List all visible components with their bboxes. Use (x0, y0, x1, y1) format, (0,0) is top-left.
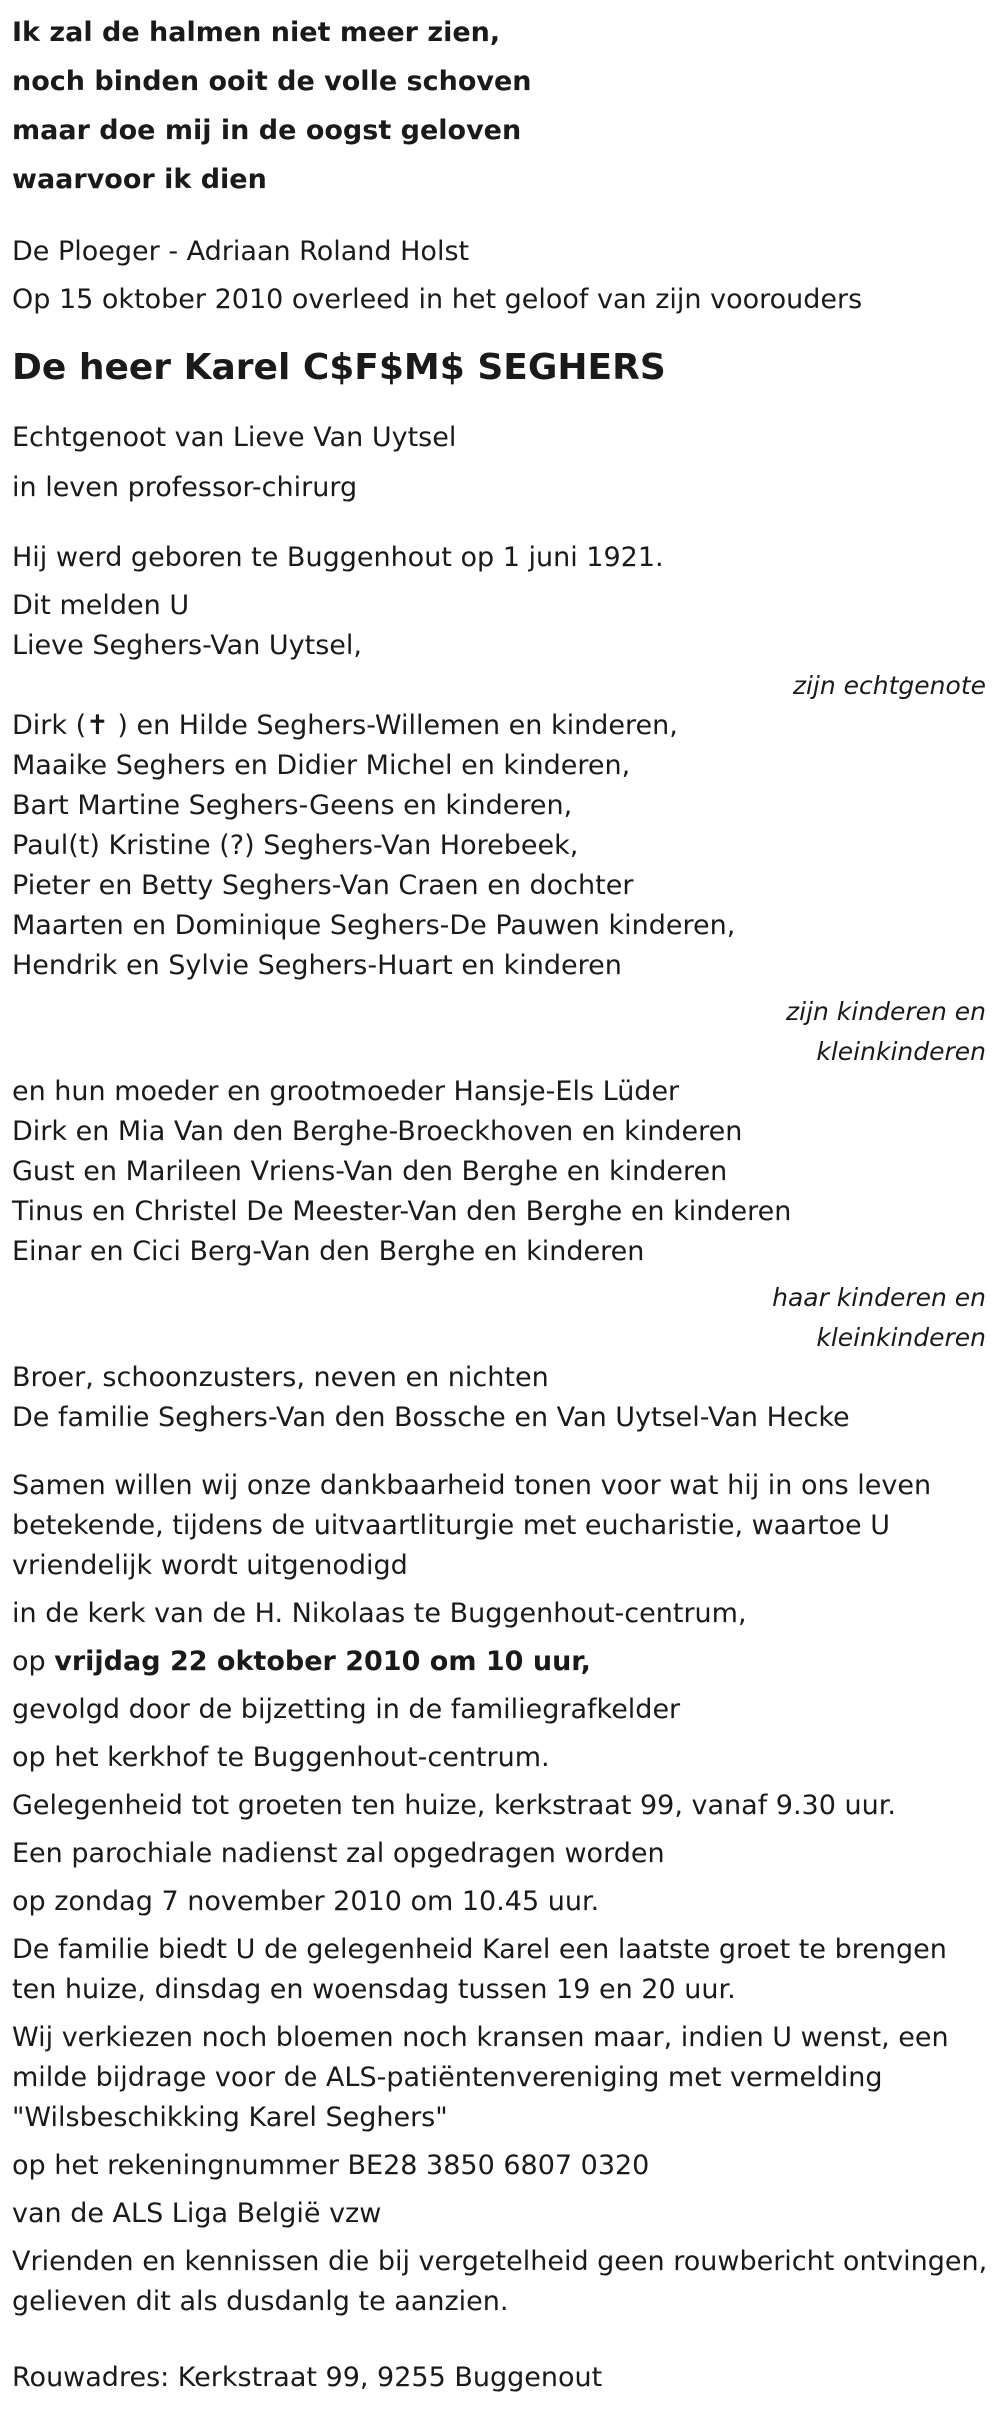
children-role-line-1: zijn kinderen en (786, 997, 986, 1026)
child-line: Pieter en Betty Seghers-Van Craen en dochter (12, 870, 634, 901)
child-line: Maaike Seghers en Didier Michel en kinderen, (12, 750, 631, 781)
child-line: Dirk (✝ ) en Hilde Seghers-Willemen en kinderen, (12, 710, 678, 741)
funeral-date-prefix: op (12, 1646, 55, 1677)
burial-line-2: op het kerkhof te Buggenhout-centrum. (12, 1742, 550, 1773)
birth-line: Hij werd geboren te Buggenhout op 1 juni 1921. (12, 542, 664, 573)
poem-line-1: Ik zal de halmen niet meer zien, (12, 17, 501, 48)
poem-attribution: De Ploeger - Adriaan Roland Holst (12, 236, 470, 267)
account-line: op het rekeningnummer BE28 3850 6807 0320 (12, 2150, 650, 2181)
beneficiary-line: van de ALS Liga België vzw (12, 2198, 382, 2229)
stepfamily-role-line-2: kleinkinderen (816, 1323, 986, 1352)
poem-line-4: waarvoor ik dien (12, 164, 267, 195)
funeral-date-line (12, 1642, 988, 1682)
notice-text: Vrienden en kennissen die bij vergetelheid geen rouwbericht ontvingen, gelieven dit als dusdanlg te aanzien. (12, 2246, 988, 2317)
burial-line-1: gevolgd door de bijzetting in de familiegrafkelder (12, 1694, 681, 1725)
child-line: Hendrik en Sylvie Seghers-Huart en kinderen (12, 950, 622, 981)
stepfamily-role-line-1: haar kinderen en (772, 1283, 986, 1312)
deceased-name: De heer Karel C$F$M$ SEGHERS (12, 347, 666, 388)
spouse-line: Echtgenoot van Lieve Van Uytsel (12, 422, 457, 453)
child-line: Maarten en Dominique Seghers-De Pauwen kinderen, (12, 910, 736, 941)
greeting-line: Gelegenheid tot groeten ten huize, kerkstraat 99, vanaf 9.30 uur. (12, 1790, 896, 1821)
poem (12, 8, 988, 204)
mass-line-1: Een parochiale nadienst zal opgedragen worden (12, 1838, 665, 1869)
mass-line-2: op zondag 7 november 2010 om 10.45 uur. (12, 1886, 600, 1917)
funeral-date: vrijdag 22 oktober 2010 om 10 uur, (54, 1646, 591, 1677)
family-line: De familie Seghers-Van den Bossche en Van Uytsel-Van Hecke (12, 1402, 850, 1433)
children-role-line-2: kleinkinderen (816, 1037, 986, 1066)
stepfamily-line: Gust en Marileen Vriens-Van den Berghe en kinderen (12, 1156, 728, 1187)
children-group (12, 706, 988, 986)
poem-line-3: maar doe mij in de oogst geloven (12, 115, 522, 146)
stepfamily-group (12, 1072, 988, 1272)
mourning-address: Rouwadres: Kerkstraat 99, 9255 Buggenout (12, 2362, 603, 2393)
profession-line: in leven professor-chirurg (12, 472, 358, 503)
poem-line-2: noch binden ooit de volle schoven (12, 66, 532, 97)
death-line: Op 15 oktober 2010 overleed in het geloof van zijn voorouders (12, 284, 863, 315)
stepfamily-line: Dirk en Mia Van den Berghe-Broeckhoven en kinderen (12, 1116, 743, 1147)
stepfamily-line: Tinus en Christel De Meester-Van den Berghe en kinderen (12, 1196, 792, 1227)
church-line: in de kerk van de H. Nikolaas te Buggenhout-centrum, (12, 1598, 747, 1629)
farewell-text: De familie biedt U de gelegenheid Karel een laatste groet te brengen ten huize, dinsdag en woensdag tussen 19 en 20 uur. (12, 1934, 947, 2005)
stepfamily-line: Einar en Cici Berg-Van den Berghe en kinderen (12, 1236, 645, 1267)
child-line: Paul(t) Kristine (?) Seghers-Van Horebeek, (12, 830, 579, 861)
spouse-role: zijn echtgenote (792, 671, 986, 700)
child-line: Bart Martine Seghers-Geens en kinderen, (12, 790, 573, 821)
spouse-announcer: Lieve Seghers-Van Uytsel, (12, 630, 362, 661)
invitation-text: Samen willen wij onze dankbaarheid tonen voor wat hij in ons leven betekende, tijdens de uitvaartliturgie met eucharistie, waartoe U vriendelijk wordt uitgenodigd (12, 1470, 932, 1581)
announcers-intro: Dit melden U (12, 590, 190, 621)
relatives-line: Broer, schoonzusters, neven en nichten (12, 1362, 549, 1393)
donation-text: Wij verkiezen noch bloemen noch kransen maar, indien U wenst, een milde bijdrage voor de ALS-patiëntenvereniging met vermelding "Wilsbeschikking Karel Seghers" (12, 2022, 949, 2133)
stepfamily-line: en hun moeder en grootmoeder Hansje-Els Lüder (12, 1076, 680, 1107)
